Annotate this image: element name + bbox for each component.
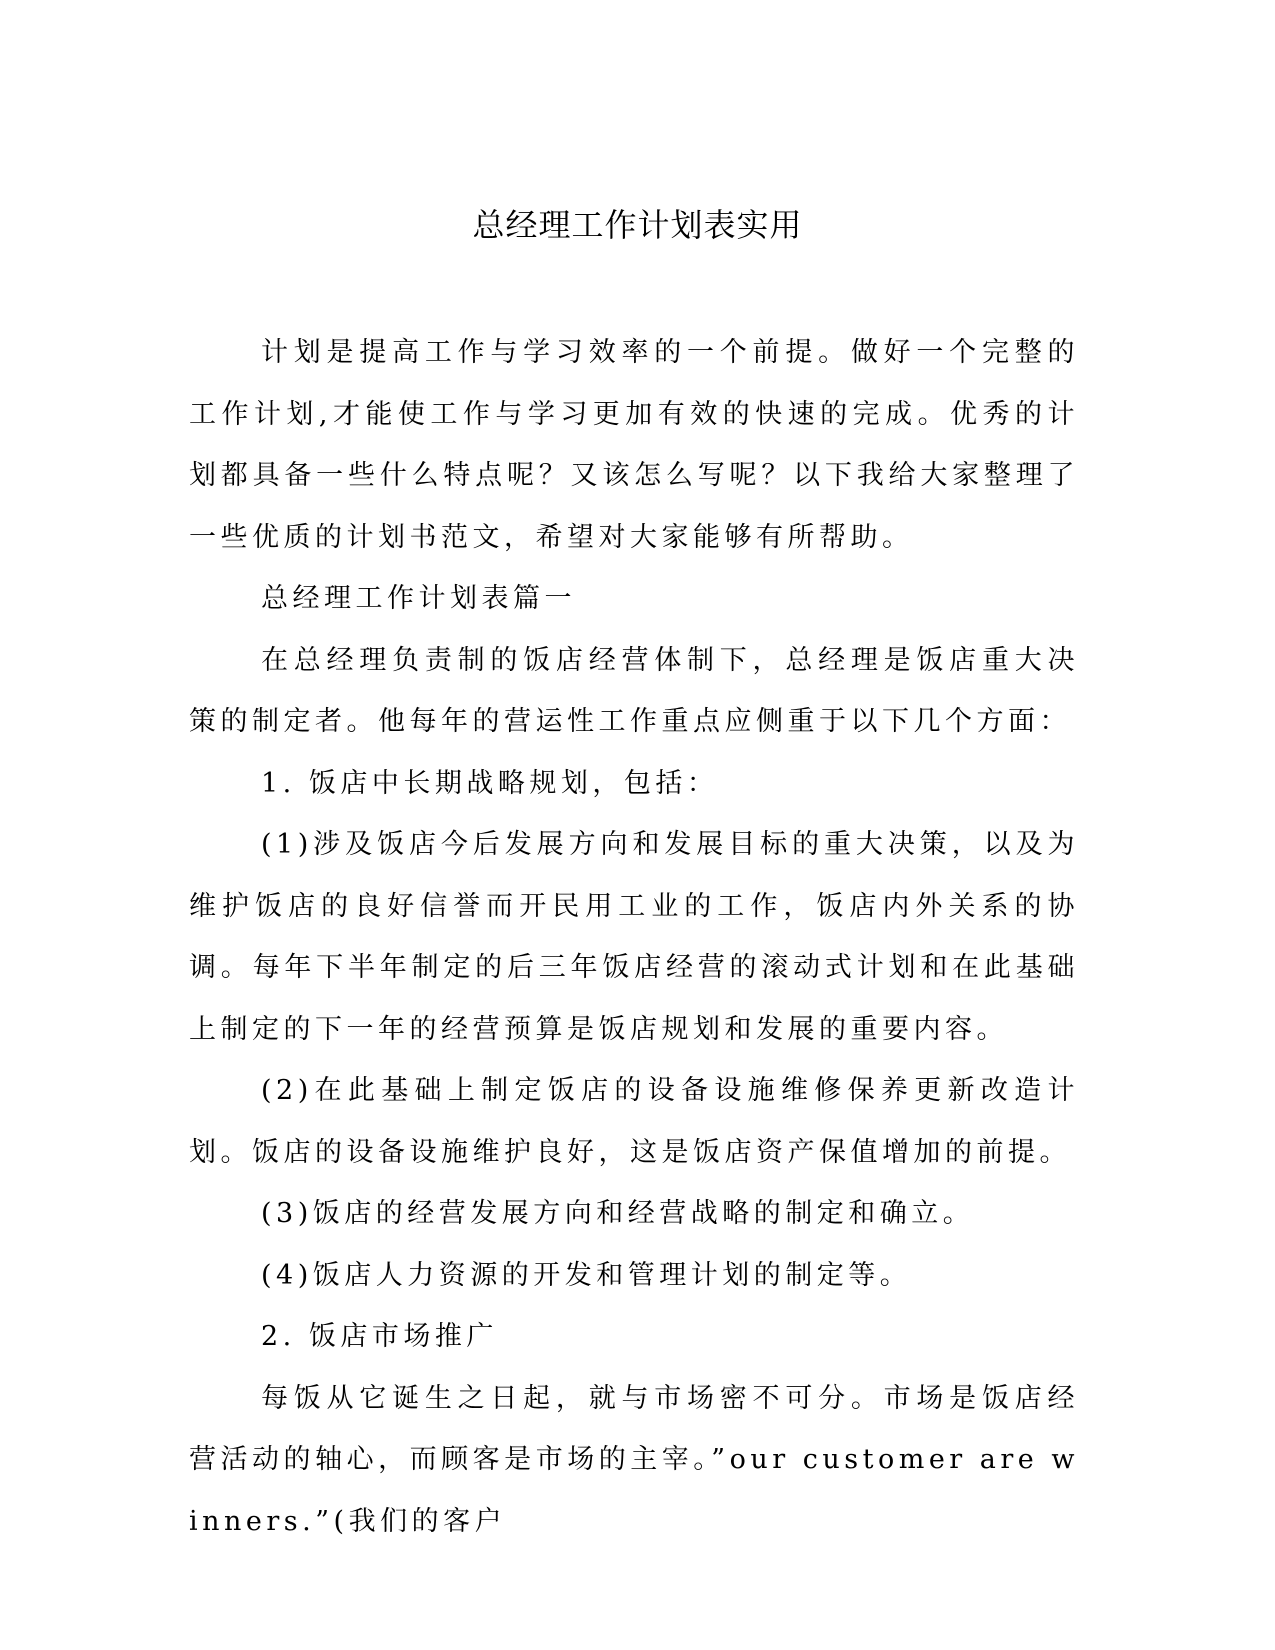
document-title: 总经理工作计划表实用	[472, 206, 803, 244]
paragraph-market: 每饭从它诞生之日起，就与市场密不可分。市场是饭店经营活动的轴心，而顾客是市场的主宰。”our customer are winners.”(我们的客户	[189, 1382, 1079, 1537]
paragraph-overview: 在总经理负责制的饭店经营体制下，总经理是饭店重大决策的制定者。他每年的营运性工作重点应侧重于以下几个方面：	[189, 644, 1079, 737]
sub-item-1: (1)涉及饭店今后发展方向和发展目标的重大决策，以及为维护饭店的良好信誉而开民用工业的工作，饭店内外关系的协调。每年下半年制定的后三年饭店经营的滚动式计划和在此基础上制定的下一年的经营预算是饭店规划和发展的重要内容。	[189, 829, 1079, 1045]
document-body	[189, 322, 1079, 1552]
sub-item-4: (4)饭店人力资源的开发和管理计划的制定等。	[261, 1259, 912, 1291]
sub-item-2: (2)在此基础上制定饭店的设备设施维修保养更新改造计划。饭店的设备设施维护良好，这是饭店资产保值增加的前提。	[189, 1075, 1079, 1168]
sub-item-3: (3)饭店的经营发展方向和经营战略的制定和确立。	[261, 1198, 975, 1229]
paragraph-intro: 计划是提高工作与学习效率的一个前提。做好一个完整的工作计划,才能使工作与学习更加有效的快速的完成。优秀的计划都具备一些什么特点呢？又该怎么写呢？以下我给大家整理了一些优质的计划书范文，希望对大家能够有所帮助。	[189, 337, 1079, 553]
list-item-strategy: 1. 饭店中长期战略规划，包括：	[261, 767, 719, 799]
section-heading: 总经理工作计划表篇一	[261, 583, 576, 614]
list-item-marketing: 2. 饭店市场推广	[261, 1321, 498, 1352]
